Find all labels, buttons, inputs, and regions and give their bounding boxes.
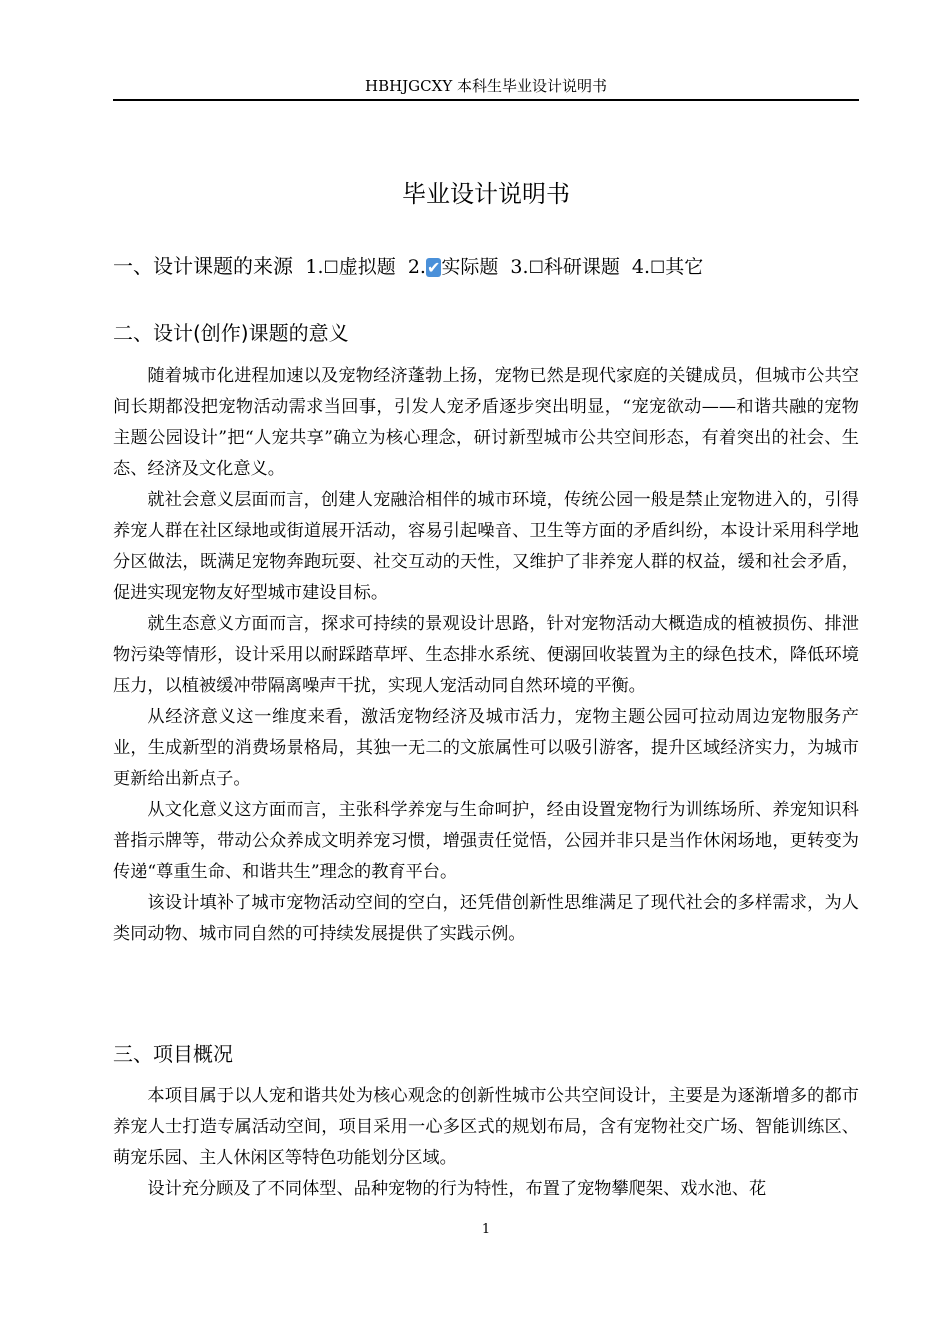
unchecked-box-icon: ☐ bbox=[323, 258, 339, 278]
paragraph: 设计充分顾及了不同体型、品种宠物的行为特性，布置了宠物攀爬架、戏水池、花 bbox=[147, 1179, 767, 1199]
section-1-heading-row bbox=[113, 252, 859, 282]
paragraph: 从经济意义这一维度来看，激活宠物经济及城市活力，宠物主题公园可拉动周边宠物服务产业，生成新型的消费场景格局，其独一无二的文旅属性可以吸引游客，提升区域经济实力，为城市更新给出新点子。 bbox=[113, 707, 859, 789]
option-actual: 2.✔实际题 bbox=[407, 256, 499, 278]
option-virtual: 1.☐虚拟题 bbox=[305, 256, 396, 278]
paragraph: 就生态意义方面而言，探求可持续的景观设计思路，针对宠物活动大概造成的植被损伤、排泄物污染等情形，设计采用以耐踩踏草坪、生态排水系统、便溺回收装置为主的绿色技术，降低环境压力，以植被缓冲带隔离噪声干扰，实现人宠活动同自然环境的平衡。 bbox=[113, 614, 859, 696]
option-research: 3.☐科研课题 bbox=[510, 256, 620, 278]
section-3-heading: 三、项目概况 bbox=[113, 1042, 233, 1066]
section-1-heading: 一、设计课题的来源 bbox=[113, 254, 293, 278]
paragraph: 从文化意义这方面而言，主张科学养宠与生命呵护，经由设置宠物行为训练场所、养宠知识科普指示牌等，带动公众养成文明养宠习惯，增强责任觉悟，公园并非只是当作休闲场地，更转变为传递“尊重生命、和谐共生”理念的教育平台。 bbox=[113, 800, 859, 882]
running-header: HBHJGCXY 本科生毕业设计说明书 bbox=[364, 77, 607, 95]
paragraph: 随着城市化进程加速以及宠物经济蓬勃上扬，宠物已然是现代家庭的关键成员，但城市公共空间长期都没把宠物活动需求当回事，引发人宠矛盾逐步突出明显，“宠宠欲动——和谐共融的宠物主题公园设计”把“人宠共享”确立为核心理念，研讨新型城市公共空间形态，有着突出的社会、生态、经济及文化意义。 bbox=[113, 366, 859, 479]
document-title: 毕业设计说明书 bbox=[402, 180, 570, 208]
paragraph: 本项目属于以人宠和谐共处为核心观念的创新性城市公共空间设计，主要是为逐渐增多的都市养宠人士打造专属活动空间，项目采用一心多区式的规划布局，含有宠物社交广场、智能训练区、萌宠乐园、主人休闲区等特色功能划分区域。 bbox=[113, 1086, 859, 1168]
page-number: 1 bbox=[481, 1222, 491, 1237]
option-other: 4.☐其它 bbox=[631, 256, 704, 278]
section-2-body bbox=[113, 361, 859, 950]
section-2-heading: 二、设计(创作)课题的意义 bbox=[113, 321, 349, 345]
unchecked-box-icon: ☐ bbox=[650, 258, 666, 278]
paragraph: 就社会意义层面而言，创建人宠融洽相伴的城市环境，传统公园一般是禁止宠物进入的，引得养宠人群在社区绿地或街道展开活动，容易引起噪音、卫生等方面的矛盾纠纷，本设计采用科学地分区做法，既满足宠物奔跑玩耍、社交互动的天性，又维护了非养宠人群的权益，缓和社会矛盾，促进实现宠物友好型城市建设目标。 bbox=[113, 490, 859, 603]
section-3-body bbox=[113, 1081, 859, 1205]
unchecked-box-icon: ☐ bbox=[528, 258, 544, 278]
header-divider bbox=[113, 99, 859, 101]
paragraph: 该设计填补了城市宠物活动空间的空白，还凭借创新性思维满足了现代社会的多样需求，为人类同动物、城市同自然的可持续发展提供了实践示例。 bbox=[113, 893, 859, 944]
topic-source-options bbox=[299, 256, 703, 278]
checked-box-icon: ✔ bbox=[426, 258, 441, 277]
